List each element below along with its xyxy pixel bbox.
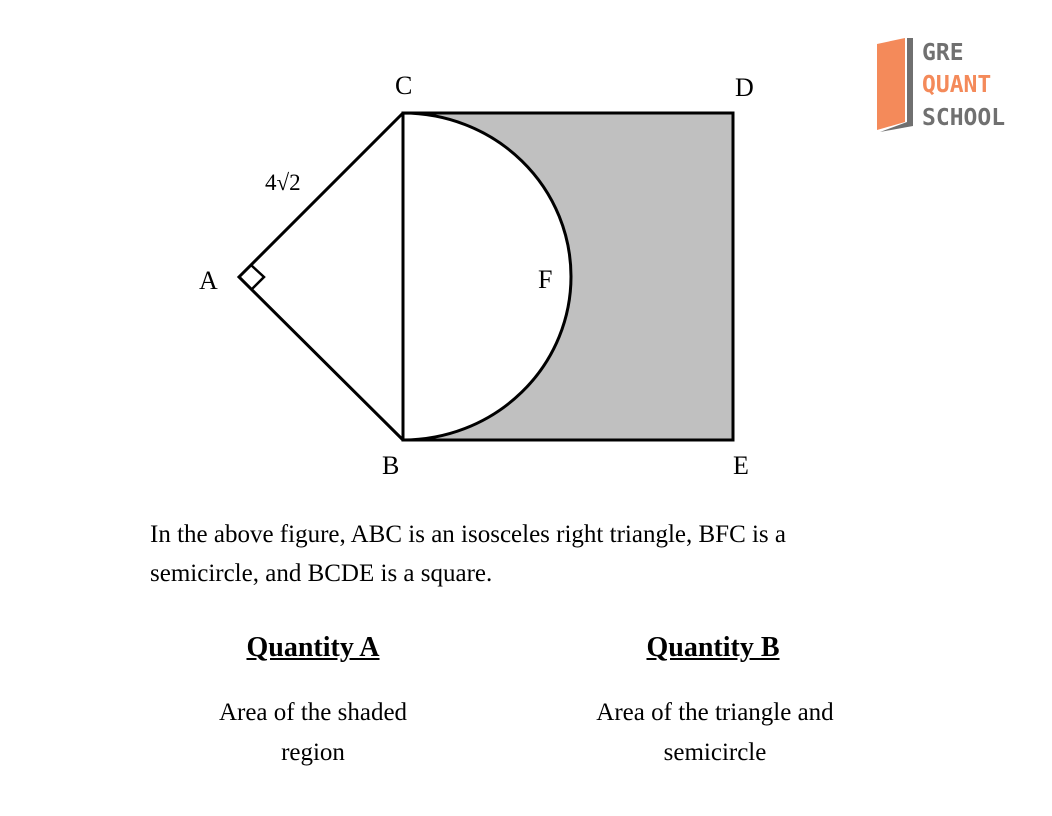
quantity-a-line-1: Area of the shaded [218,699,408,726]
label-e: E [733,451,749,480]
quantity-a-text [193,693,433,773]
quantity-b-line-2: semicircle [663,739,767,766]
problem-statement [150,515,910,593]
label-c: C [395,71,413,100]
quantity-b-text [570,693,860,773]
label-a: A [199,266,218,295]
label-d: D [735,73,754,102]
quantity-a-line-2: region [281,739,345,766]
side-ac-label: 4√2 [265,170,301,195]
problem-line-2: semicircle, and BCDE is a square. [150,560,493,587]
problem-line-1: In the above figure, ABC is an isosceles right triangle, BFC is a [150,521,787,548]
logo-line-quant: QUANT [922,72,992,98]
logo-line-gre: GRE [922,40,964,66]
right-angle-marker [251,265,264,290]
quantity-a-heading: Quantity A [246,632,380,663]
quantity-b-line-1: Area of the triangle and [596,699,834,726]
gre-quant-school-logo [877,38,1005,132]
book-icon [877,38,913,132]
label-b: B [382,451,400,480]
label-f: F [538,265,553,294]
quantity-b-heading: Quantity B [646,632,780,663]
logo-line-school: SCHOOL [922,105,1006,131]
